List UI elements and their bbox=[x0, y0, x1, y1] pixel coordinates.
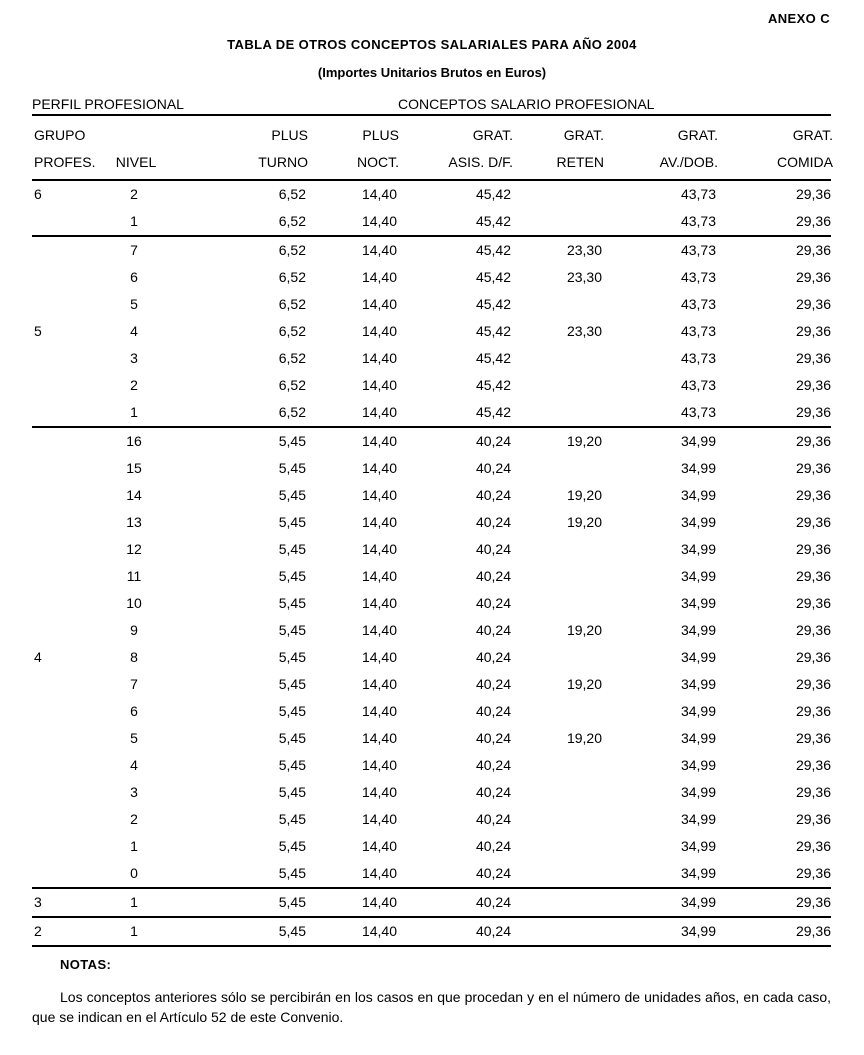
grat-asis-cell: 40,24 bbox=[475, 460, 511, 476]
plus-noct-cell: 14,40 bbox=[361, 514, 397, 530]
grat-reten-cell: 19,20 bbox=[566, 433, 602, 449]
nivel-cell: 8 bbox=[130, 649, 138, 665]
plus-noct-cell: 14,40 bbox=[361, 269, 397, 285]
plus-turno-cell: 6,52 bbox=[278, 377, 306, 393]
grupo-cell bbox=[32, 806, 94, 833]
grat-reten-cell bbox=[511, 455, 602, 482]
grat-comida-cell: 29,36 bbox=[795, 676, 831, 692]
grat-reten-cell bbox=[511, 399, 602, 427]
plus-turno-cell: 5,45 bbox=[278, 838, 306, 854]
grat-avdob-cell: 34,99 bbox=[680, 460, 716, 476]
nivel-cell: 7 bbox=[130, 242, 138, 258]
plus-turno-cell: 5,45 bbox=[278, 568, 306, 584]
grupo-cell bbox=[32, 372, 94, 399]
grupo-cell bbox=[32, 291, 94, 318]
nivel-cell: 16 bbox=[126, 433, 142, 449]
grat-comida-cell: 29,36 bbox=[795, 323, 831, 339]
grat-asis-cell: 45,42 bbox=[475, 323, 511, 339]
grat-avdob-cell: 43,73 bbox=[680, 377, 716, 393]
nivel-cell: 14 bbox=[126, 487, 142, 503]
grat-avdob-cell: 34,99 bbox=[680, 595, 716, 611]
nivel-cell: 1 bbox=[130, 838, 138, 854]
grupo-cell bbox=[32, 617, 94, 644]
table-row bbox=[32, 345, 831, 372]
col-header-plus-noct-top: PLUS bbox=[362, 127, 399, 143]
nivel-cell: 1 bbox=[130, 404, 138, 420]
grat-asis-cell: 40,24 bbox=[475, 865, 511, 881]
grat-asis-cell: 40,24 bbox=[475, 541, 511, 557]
nivel-cell: 1 bbox=[130, 923, 138, 939]
grat-avdob-cell: 34,99 bbox=[680, 649, 716, 665]
nivel-cell: 1 bbox=[130, 213, 138, 229]
nivel-cell: 13 bbox=[126, 514, 142, 530]
plus-turno-cell: 6,52 bbox=[278, 242, 306, 258]
nivel-cell: 5 bbox=[130, 730, 138, 746]
plus-turno-cell: 5,45 bbox=[278, 649, 306, 665]
grat-comida-cell: 29,36 bbox=[795, 269, 831, 285]
plus-turno-cell: 6,52 bbox=[278, 269, 306, 285]
grupo-cell bbox=[32, 264, 94, 291]
plus-turno-cell: 5,45 bbox=[278, 460, 306, 476]
grat-asis-cell: 45,42 bbox=[475, 213, 511, 229]
plus-turno-cell: 5,45 bbox=[278, 757, 306, 773]
table-row bbox=[32, 590, 831, 617]
grat-reten-cell bbox=[511, 563, 602, 590]
grat-comida-cell: 29,36 bbox=[795, 865, 831, 881]
plus-turno-cell: 6,52 bbox=[278, 213, 306, 229]
grat-avdob-cell: 43,73 bbox=[680, 404, 716, 420]
grupo-cell bbox=[32, 563, 94, 590]
grat-reten-cell bbox=[511, 590, 602, 617]
grat-asis-cell: 40,24 bbox=[475, 923, 511, 939]
grat-comida-cell: 29,36 bbox=[795, 242, 831, 258]
nivel-cell: 7 bbox=[130, 676, 138, 692]
nivel-cell: 6 bbox=[130, 703, 138, 719]
grat-asis-cell: 40,24 bbox=[475, 568, 511, 584]
plus-turno-cell: 5,45 bbox=[278, 923, 306, 939]
table-row bbox=[32, 372, 831, 399]
grat-comida-cell: 29,36 bbox=[795, 923, 831, 939]
grupo-cell bbox=[32, 590, 94, 617]
col-header-grat-comida-top: GRAT. bbox=[792, 127, 833, 143]
grat-comida-cell: 29,36 bbox=[795, 703, 831, 719]
nivel-cell: 5 bbox=[130, 296, 138, 312]
col-header-grat-reten-top: GRAT. bbox=[563, 127, 604, 143]
grat-comida-cell: 29,36 bbox=[795, 541, 831, 557]
table-row bbox=[32, 752, 831, 779]
grat-avdob-cell: 34,99 bbox=[680, 730, 716, 746]
plus-turno-cell: 5,45 bbox=[278, 784, 306, 800]
grat-reten-cell bbox=[511, 917, 602, 946]
plus-turno-cell: 6,52 bbox=[278, 296, 306, 312]
grupo-cell: 6 bbox=[34, 186, 42, 202]
table-row bbox=[32, 482, 831, 509]
grupo-cell bbox=[32, 671, 94, 698]
grupo-cell bbox=[32, 345, 94, 372]
grat-asis-cell: 45,42 bbox=[475, 350, 511, 366]
nivel-cell: 2 bbox=[130, 186, 138, 202]
grat-comida-cell: 29,36 bbox=[795, 568, 831, 584]
grat-asis-cell: 40,24 bbox=[475, 703, 511, 719]
col-header-profes: PROFES. bbox=[34, 154, 96, 170]
grat-reten-cell bbox=[511, 345, 602, 372]
grat-asis-cell: 40,24 bbox=[475, 514, 511, 530]
grat-asis-cell: 40,24 bbox=[475, 676, 511, 692]
grat-avdob-cell: 43,73 bbox=[680, 213, 716, 229]
grupo-cell: 4 bbox=[34, 649, 42, 665]
table-row bbox=[32, 860, 831, 888]
grupo-cell bbox=[32, 779, 94, 806]
grat-avdob-cell: 34,99 bbox=[680, 487, 716, 503]
plus-turno-cell: 5,45 bbox=[278, 433, 306, 449]
col-header-reten: RETEN bbox=[556, 154, 604, 170]
annex-label: ANEXO C bbox=[767, 11, 830, 26]
grat-asis-cell: 45,42 bbox=[475, 186, 511, 202]
grat-avdob-cell: 43,73 bbox=[680, 323, 716, 339]
grat-comida-cell: 29,36 bbox=[795, 350, 831, 366]
plus-noct-cell: 14,40 bbox=[361, 784, 397, 800]
column-header-bottom-row bbox=[32, 154, 831, 170]
col-header-nivel: NIVEL bbox=[115, 154, 157, 170]
plus-noct-cell: 14,40 bbox=[361, 622, 397, 638]
plus-noct-cell: 14,40 bbox=[361, 377, 397, 393]
plus-noct-cell: 14,40 bbox=[361, 595, 397, 611]
plus-turno-cell: 5,45 bbox=[278, 865, 306, 881]
table-row bbox=[32, 208, 831, 236]
grat-reten-cell bbox=[511, 644, 602, 671]
grat-asis-cell: 40,24 bbox=[475, 622, 511, 638]
nivel-cell: 4 bbox=[130, 323, 138, 339]
plus-turno-cell: 6,52 bbox=[278, 323, 306, 339]
grat-asis-cell: 40,24 bbox=[475, 838, 511, 854]
grat-comida-cell: 29,36 bbox=[795, 460, 831, 476]
table-row bbox=[32, 536, 831, 563]
grat-avdob-cell: 34,99 bbox=[680, 541, 716, 557]
grat-comida-cell: 29,36 bbox=[795, 514, 831, 530]
grat-avdob-cell: 34,99 bbox=[680, 514, 716, 530]
grat-reten-cell bbox=[511, 181, 602, 208]
grupo-cell bbox=[32, 860, 94, 888]
grupo-cell bbox=[32, 698, 94, 725]
table-row bbox=[32, 236, 831, 264]
col-header-avdob: AV./DOB. bbox=[659, 154, 718, 170]
grat-reten-cell bbox=[511, 698, 602, 725]
table-row bbox=[32, 291, 831, 318]
notes-title: NOTAS: bbox=[60, 957, 112, 972]
grupo-cell bbox=[32, 482, 94, 509]
nivel-cell: 2 bbox=[130, 811, 138, 827]
grat-asis-cell: 40,24 bbox=[475, 811, 511, 827]
grat-reten-cell: 19,20 bbox=[566, 622, 602, 638]
plus-noct-cell: 14,40 bbox=[361, 811, 397, 827]
grat-reten-cell bbox=[511, 291, 602, 318]
grat-asis-cell: 40,24 bbox=[475, 894, 511, 910]
plus-noct-cell: 14,40 bbox=[361, 676, 397, 692]
table-row bbox=[32, 563, 831, 590]
table-row bbox=[32, 509, 831, 536]
nivel-cell: 9 bbox=[130, 622, 138, 638]
grat-avdob-cell: 43,73 bbox=[680, 296, 716, 312]
grat-avdob-cell: 34,99 bbox=[680, 894, 716, 910]
plus-turno-cell: 6,52 bbox=[278, 186, 306, 202]
salary-concepts-table bbox=[32, 181, 831, 947]
grat-comida-cell: 29,36 bbox=[795, 404, 831, 420]
grupo-cell bbox=[32, 208, 94, 236]
plus-turno-cell: 5,45 bbox=[278, 703, 306, 719]
grat-reten-cell bbox=[511, 208, 602, 236]
table-row bbox=[32, 181, 831, 208]
header-top-rule bbox=[32, 114, 831, 116]
grat-comida-cell: 29,36 bbox=[795, 296, 831, 312]
plus-noct-cell: 14,40 bbox=[361, 460, 397, 476]
table-row bbox=[32, 779, 831, 806]
nivel-cell: 12 bbox=[126, 541, 142, 557]
grat-comida-cell: 29,36 bbox=[795, 784, 831, 800]
plus-noct-cell: 14,40 bbox=[361, 242, 397, 258]
grat-reten-cell bbox=[511, 888, 602, 917]
plus-turno-cell: 5,45 bbox=[278, 487, 306, 503]
grat-reten-cell: 19,20 bbox=[566, 514, 602, 530]
grat-reten-cell bbox=[511, 372, 602, 399]
plus-noct-cell: 14,40 bbox=[361, 323, 397, 339]
table-row bbox=[32, 806, 831, 833]
grat-comida-cell: 29,36 bbox=[795, 433, 831, 449]
plus-noct-cell: 14,40 bbox=[361, 213, 397, 229]
grat-asis-cell: 40,24 bbox=[475, 757, 511, 773]
grat-reten-cell bbox=[511, 779, 602, 806]
plus-turno-cell: 5,45 bbox=[278, 541, 306, 557]
page-title: TABLA DE OTROS CONCEPTOS SALARIALES PARA AÑO 2004 bbox=[227, 37, 637, 52]
grupo-cell bbox=[32, 427, 94, 455]
grat-avdob-cell: 43,73 bbox=[680, 269, 716, 285]
grat-reten-cell: 19,20 bbox=[566, 730, 602, 746]
grat-comida-cell: 29,36 bbox=[795, 213, 831, 229]
grat-avdob-cell: 34,99 bbox=[680, 923, 716, 939]
plus-noct-cell: 14,40 bbox=[361, 487, 397, 503]
table-row bbox=[32, 698, 831, 725]
table-row bbox=[32, 318, 831, 345]
plus-noct-cell: 14,40 bbox=[361, 350, 397, 366]
grat-avdob-cell: 34,99 bbox=[680, 811, 716, 827]
grat-asis-cell: 40,24 bbox=[475, 730, 511, 746]
grat-reten-cell bbox=[511, 536, 602, 563]
nivel-cell: 1 bbox=[130, 894, 138, 910]
plus-turno-cell: 6,52 bbox=[278, 404, 306, 420]
grupo-cell: 2 bbox=[34, 923, 42, 939]
grupo-cell bbox=[32, 509, 94, 536]
perfil-header: PERFIL PROFESIONAL bbox=[32, 96, 184, 112]
grat-asis-cell: 45,42 bbox=[475, 242, 511, 258]
plus-noct-cell: 14,40 bbox=[361, 296, 397, 312]
col-header-nivel-top bbox=[96, 127, 176, 143]
plus-turno-cell: 5,45 bbox=[278, 894, 306, 910]
grat-asis-cell: 40,24 bbox=[475, 487, 511, 503]
grat-reten-cell bbox=[511, 833, 602, 860]
nivel-cell: 3 bbox=[130, 350, 138, 366]
col-header-turno: TURNO bbox=[258, 154, 308, 170]
nivel-cell: 11 bbox=[126, 568, 142, 584]
grupo-cell bbox=[32, 752, 94, 779]
grat-reten-cell bbox=[511, 860, 602, 888]
grat-avdob-cell: 43,73 bbox=[680, 242, 716, 258]
table-row bbox=[32, 888, 831, 917]
col-header-grat-asis-top: GRAT. bbox=[472, 127, 513, 143]
grat-asis-cell: 40,24 bbox=[475, 784, 511, 800]
grat-asis-cell: 40,24 bbox=[475, 433, 511, 449]
grat-avdob-cell: 34,99 bbox=[680, 865, 716, 881]
plus-noct-cell: 14,40 bbox=[361, 568, 397, 584]
grupo-cell: 3 bbox=[34, 894, 42, 910]
plus-turno-cell: 5,45 bbox=[278, 595, 306, 611]
nivel-cell: 3 bbox=[130, 784, 138, 800]
grat-comida-cell: 29,36 bbox=[795, 649, 831, 665]
table-row bbox=[32, 833, 831, 860]
grat-reten-cell: 23,30 bbox=[566, 269, 602, 285]
table-row bbox=[32, 917, 831, 946]
grat-comida-cell: 29,36 bbox=[795, 757, 831, 773]
plus-noct-cell: 14,40 bbox=[361, 186, 397, 202]
grupo-cell bbox=[32, 236, 94, 264]
nivel-cell: 6 bbox=[130, 269, 138, 285]
plus-noct-cell: 14,40 bbox=[361, 757, 397, 773]
grupo-cell bbox=[32, 536, 94, 563]
table-row bbox=[32, 427, 831, 455]
grat-comida-cell: 29,36 bbox=[795, 894, 831, 910]
plus-noct-cell: 14,40 bbox=[361, 923, 397, 939]
plus-noct-cell: 14,40 bbox=[361, 865, 397, 881]
grat-comida-cell: 29,36 bbox=[795, 622, 831, 638]
nivel-cell: 2 bbox=[130, 377, 138, 393]
plus-turno-cell: 6,52 bbox=[278, 350, 306, 366]
plus-noct-cell: 14,40 bbox=[361, 730, 397, 746]
grat-comida-cell: 29,36 bbox=[795, 487, 831, 503]
plus-noct-cell: 14,40 bbox=[361, 838, 397, 854]
table-row bbox=[32, 399, 831, 427]
grat-avdob-cell: 43,73 bbox=[680, 350, 716, 366]
grupo-cell bbox=[32, 833, 94, 860]
grat-asis-cell: 40,24 bbox=[475, 649, 511, 665]
grat-asis-cell: 45,42 bbox=[475, 296, 511, 312]
plus-turno-cell: 5,45 bbox=[278, 622, 306, 638]
nivel-cell: 4 bbox=[130, 757, 138, 773]
grupo-cell bbox=[32, 399, 94, 427]
col-header-comida: COMIDA bbox=[777, 154, 833, 170]
grupo-cell bbox=[32, 725, 94, 752]
grat-avdob-cell: 34,99 bbox=[680, 433, 716, 449]
grat-comida-cell: 29,36 bbox=[795, 186, 831, 202]
plus-noct-cell: 14,40 bbox=[361, 649, 397, 665]
grat-comida-cell: 29,36 bbox=[795, 595, 831, 611]
col-header-grupo: GRUPO bbox=[34, 127, 86, 143]
grat-reten-cell bbox=[511, 806, 602, 833]
plus-noct-cell: 14,40 bbox=[361, 404, 397, 420]
grat-avdob-cell: 34,99 bbox=[680, 784, 716, 800]
grat-avdob-cell: 34,99 bbox=[680, 676, 716, 692]
table-row bbox=[32, 725, 831, 752]
plus-turno-cell: 5,45 bbox=[278, 514, 306, 530]
grat-reten-cell: 23,30 bbox=[566, 323, 602, 339]
grat-reten-cell: 19,20 bbox=[566, 676, 602, 692]
grat-reten-cell: 23,30 bbox=[566, 242, 602, 258]
table-row bbox=[32, 644, 831, 671]
table-row bbox=[32, 671, 831, 698]
col-header-plus-turno-top: PLUS bbox=[271, 127, 308, 143]
plus-noct-cell: 14,40 bbox=[361, 541, 397, 557]
plus-noct-cell: 14,40 bbox=[361, 433, 397, 449]
grat-asis-cell: 40,24 bbox=[475, 595, 511, 611]
grat-avdob-cell: 34,99 bbox=[680, 703, 716, 719]
plus-turno-cell: 5,45 bbox=[278, 811, 306, 827]
grat-comida-cell: 29,36 bbox=[795, 377, 831, 393]
plus-turno-cell: 5,45 bbox=[278, 676, 306, 692]
col-header-asis: ASIS. D/F. bbox=[448, 154, 513, 170]
column-header-top-row bbox=[32, 127, 831, 143]
col-header-grat-avdob-top: GRAT. bbox=[677, 127, 718, 143]
grat-asis-cell: 45,42 bbox=[475, 377, 511, 393]
grupo-cell: 5 bbox=[34, 323, 42, 339]
grat-reten-cell: 19,20 bbox=[566, 487, 602, 503]
grat-avdob-cell: 34,99 bbox=[680, 568, 716, 584]
notes-text: Los conceptos anteriores sólo se percibirán en los casos en que procedan y en el número de unidades años, en cada caso, que se indican en el Artículo 52 de este Convenio. bbox=[32, 989, 831, 1025]
grat-comida-cell: 29,36 bbox=[795, 730, 831, 746]
table-row bbox=[32, 264, 831, 291]
col-header-noct: NOCT. bbox=[357, 154, 399, 170]
nivel-cell: 15 bbox=[126, 460, 142, 476]
grat-reten-cell bbox=[511, 752, 602, 779]
plus-turno-cell: 5,45 bbox=[278, 730, 306, 746]
grat-avdob-cell: 34,99 bbox=[680, 757, 716, 773]
plus-noct-cell: 14,40 bbox=[361, 894, 397, 910]
grupo-cell bbox=[32, 455, 94, 482]
grat-asis-cell: 45,42 bbox=[475, 269, 511, 285]
grat-comida-cell: 29,36 bbox=[795, 811, 831, 827]
nivel-cell: 10 bbox=[126, 595, 142, 611]
nivel-cell: 0 bbox=[130, 865, 138, 881]
page-subtitle: (Importes Unitarios Brutos en Euros) bbox=[317, 65, 547, 80]
table-row bbox=[32, 617, 831, 644]
grat-comida-cell: 29,36 bbox=[795, 838, 831, 854]
grat-avdob-cell: 34,99 bbox=[680, 838, 716, 854]
plus-noct-cell: 14,40 bbox=[361, 703, 397, 719]
conceptos-header: CONCEPTOS SALARIO PROFESIONAL bbox=[398, 96, 655, 112]
grat-avdob-cell: 43,73 bbox=[680, 186, 716, 202]
table-row bbox=[32, 455, 831, 482]
grat-asis-cell: 45,42 bbox=[475, 404, 511, 420]
grat-avdob-cell: 34,99 bbox=[680, 622, 716, 638]
